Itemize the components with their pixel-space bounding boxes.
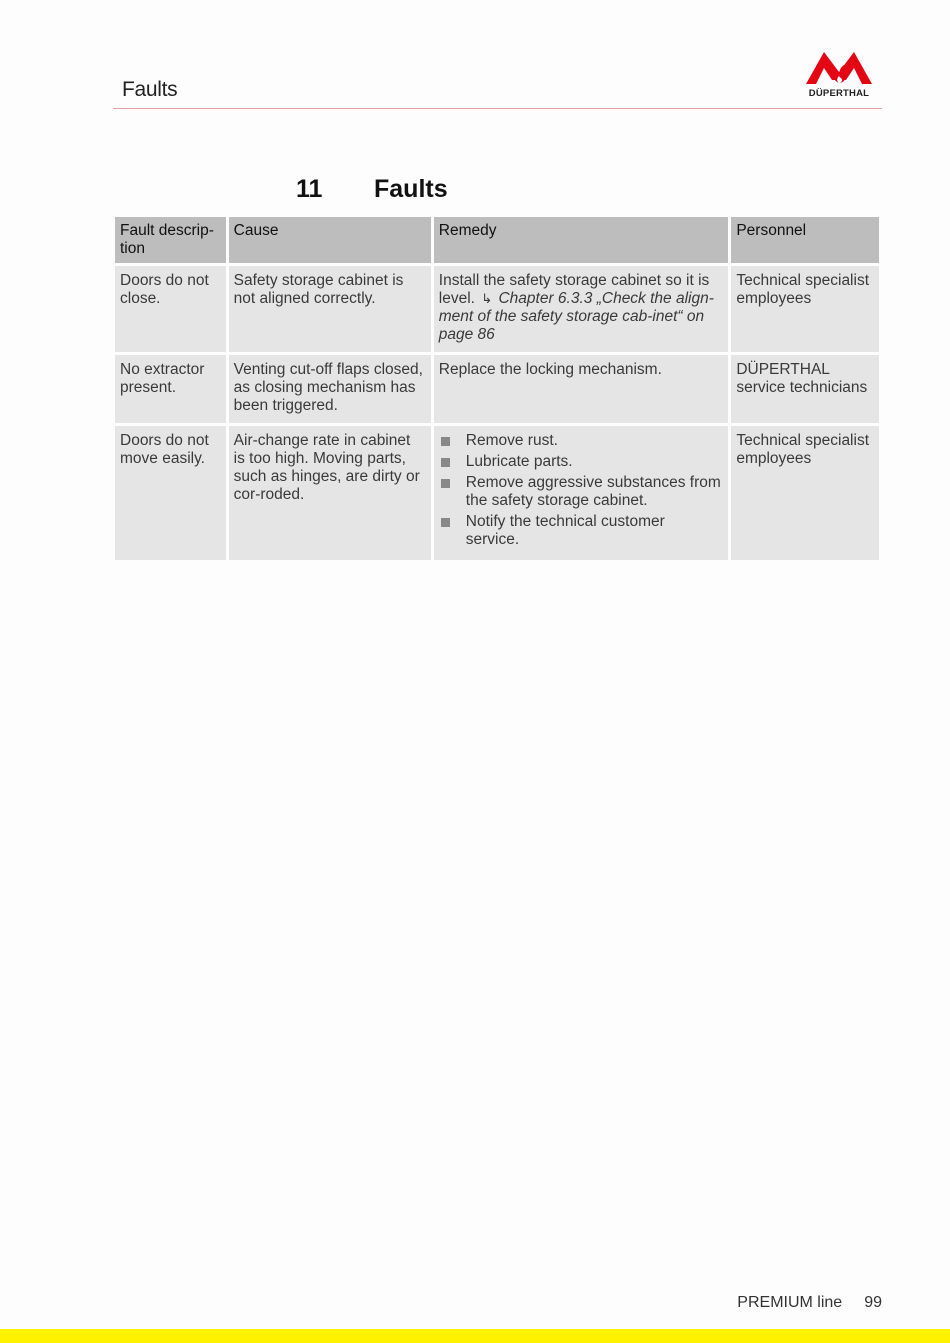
remedy-cell <box>434 266 729 352</box>
table-header-row <box>115 217 879 263</box>
table-row <box>115 355 879 423</box>
chapter-heading <box>296 175 448 204</box>
product-name: PREMIUM line <box>737 1294 843 1311</box>
remedy-list <box>439 432 723 549</box>
list-item: Notify the technical customer service. <box>439 513 723 549</box>
cause-cell: Venting cut-off flaps closed, as closing mechanism has been triggered. <box>229 355 431 423</box>
fault-cell: No extractor present. <box>115 355 226 423</box>
table-row <box>115 426 879 560</box>
cross-reference-icon: ↳ <box>481 291 493 306</box>
page-number: 99 <box>864 1294 882 1311</box>
list-item: Remove rust. <box>439 432 723 450</box>
remedy-text: Install the safety storage cabinet so it is level. <box>438 272 710 307</box>
remedy-cell <box>434 426 729 560</box>
column-header-cause: Cause <box>229 217 431 263</box>
faults-table <box>112 214 882 563</box>
personnel-cell: DÜPERTHAL service technicians <box>731 355 879 423</box>
duperthal-logo <box>804 50 874 100</box>
personnel-cell: Technical specialist employees <box>731 266 879 352</box>
list-item: Remove aggressive substances from the safety storage cabinet. <box>439 474 723 510</box>
chapter-reference-link[interactable]: Chapter 6.3.3 „Check the align-ment of the safety storage cab-inet“ on page 86 <box>438 290 714 343</box>
column-header-personnel: Personnel <box>731 217 879 263</box>
page-header <box>113 44 882 109</box>
chapter-number: 11 <box>296 175 323 203</box>
list-item: Lubricate parts. <box>439 453 723 471</box>
chapter-title: Faults <box>374 175 448 203</box>
table-row <box>115 266 879 352</box>
page-footer <box>737 1294 882 1312</box>
fault-cell: Doors do not move easily. <box>115 426 226 560</box>
flame-roof-icon <box>804 50 874 88</box>
fault-cell: Doors do not close. <box>115 266 226 352</box>
cause-cell: Air-change rate in cabinet is too high. Moving parts, such as hinges, are dirty or cor-roded. <box>229 426 431 560</box>
brand-name: DÜPERTHAL <box>808 88 870 99</box>
remedy-cell: Replace the locking mechanism. <box>434 355 729 423</box>
header-title: Faults <box>122 78 178 101</box>
cause-cell: Safety storage cabinet is not aligned correctly. <box>229 266 431 352</box>
column-header-remedy: Remedy <box>434 217 729 263</box>
personnel-cell: Technical specialist employees <box>731 426 879 560</box>
bottom-color-bar <box>0 1329 950 1343</box>
column-header-fault: Fault descrip-tion <box>115 217 226 263</box>
